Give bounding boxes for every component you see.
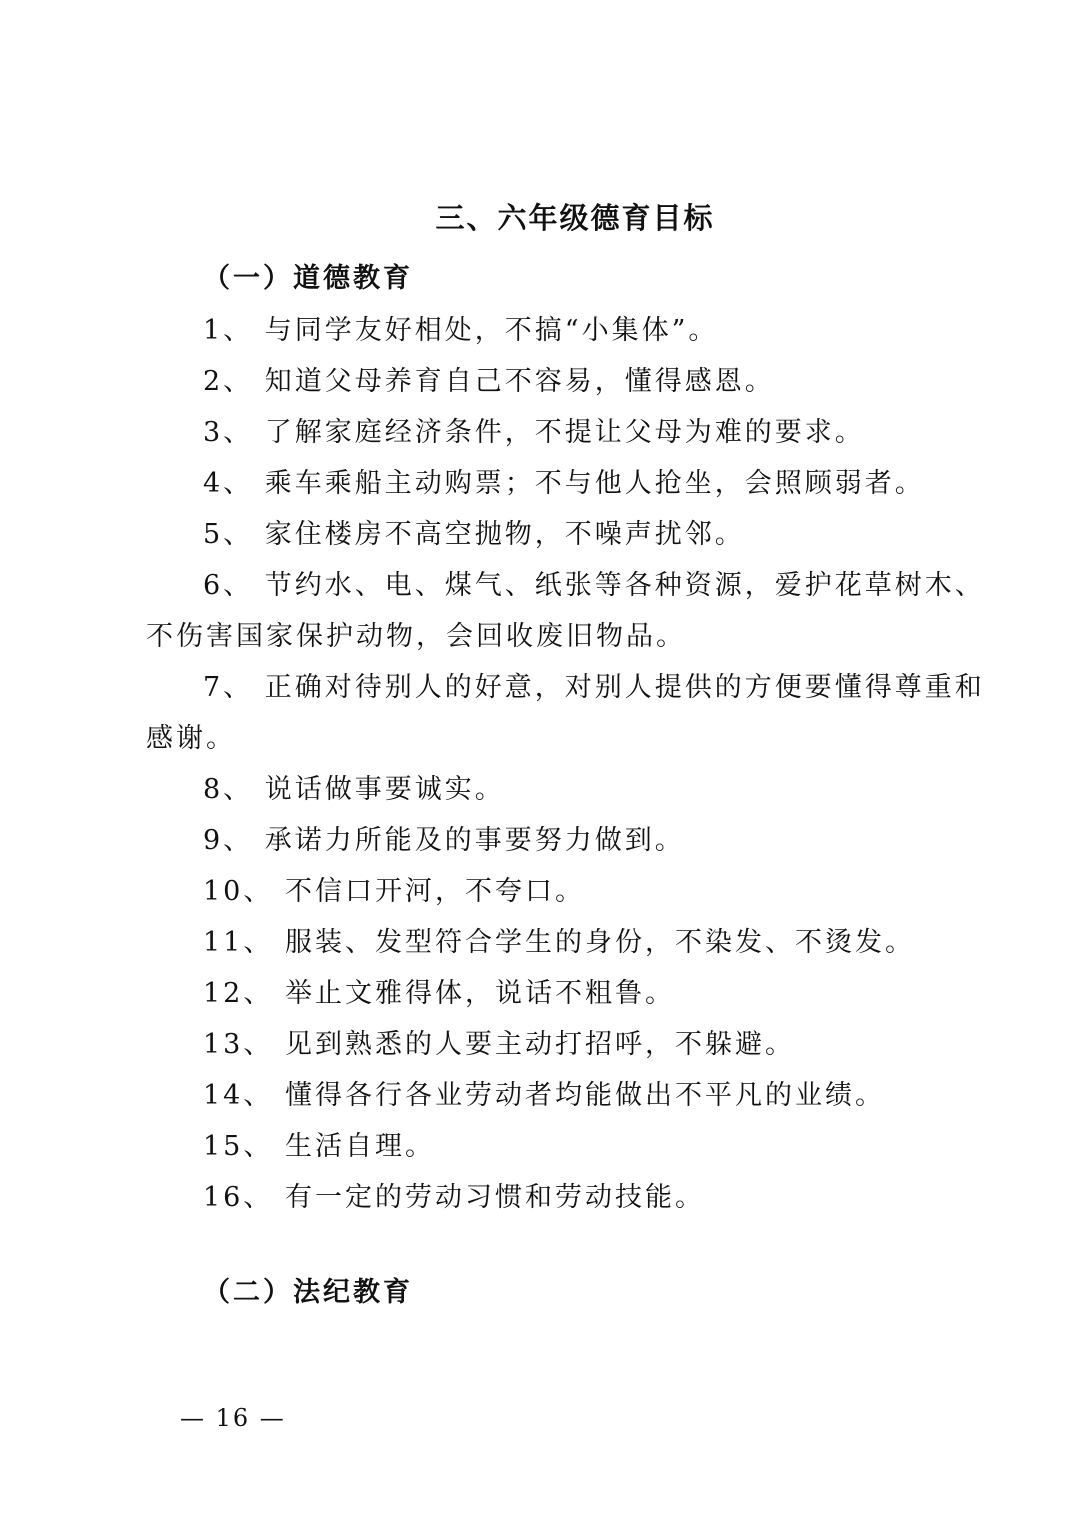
item-text: 与同学友好相处，不搞“小集体”。 <box>264 315 719 346</box>
item-text: 知道父母养育自己不容易，懂得感恩。 <box>264 366 775 397</box>
list-item <box>203 308 718 347</box>
item-number: 11、 <box>203 927 274 958</box>
item-text: 懂得各行各业劳动者均能做出不平凡的业绩。 <box>284 1080 885 1111</box>
list-item <box>203 512 745 551</box>
item-text: 家住楼房不高空抛物，不噪声扰邻。 <box>264 519 745 550</box>
item-text: 承诺力所能及的事要努力做到。 <box>264 825 685 856</box>
item-text: 节约水、电、煤气、纸张等各种资源，爱护花草树木、 <box>264 570 985 601</box>
item-text: 说话做事要诚实。 <box>264 774 505 805</box>
item-text: 正确对待别人的好意，对别人提供的方便要懂得尊重和 <box>264 672 985 703</box>
item-number: 8、 <box>203 774 254 805</box>
section-heading-law: （二）法纪教育 <box>203 1277 413 1308</box>
item-number: 1、 <box>203 315 254 346</box>
section-heading-moral: （一）道德教育 <box>203 263 413 294</box>
item-text: 乘车乘船主动购票；不与他人抢坐，会照顾弱者。 <box>264 468 925 499</box>
item-text: 服装、发型符合学生的身份，不染发、不烫发。 <box>284 927 915 958</box>
item-number: 16、 <box>203 1182 274 1213</box>
list-item <box>203 1124 435 1163</box>
item-number: 15、 <box>203 1131 274 1162</box>
list-item <box>203 869 585 908</box>
item-number: 5、 <box>203 519 254 550</box>
item-text: 见到熟悉的人要主动打招呼，不躲避。 <box>284 1029 795 1060</box>
item-number: 2、 <box>203 366 254 397</box>
list-item <box>203 665 985 704</box>
item-number: 6、 <box>203 570 254 601</box>
page-number: — 16 — <box>180 1404 286 1432</box>
item-number: 12、 <box>203 978 274 1009</box>
item-text: 不信口开河，不夸口。 <box>284 876 585 907</box>
list-item-continuation: 不伤害国家保护动物，会回收废旧物品。 <box>146 621 686 652</box>
item-number: 4、 <box>203 468 254 499</box>
list-item <box>203 563 985 602</box>
list-item <box>203 920 915 959</box>
list-item <box>203 767 505 806</box>
list-item <box>203 818 685 857</box>
list-item <box>203 359 775 398</box>
item-number: 10、 <box>203 876 274 907</box>
page-title: 三、六年级德育目标 <box>435 201 715 235</box>
item-text: 了解家庭经济条件，不提让父母为难的要求。 <box>264 417 865 448</box>
list-item <box>203 971 675 1010</box>
list-item <box>203 461 925 500</box>
item-text: 举止文雅得体，说话不粗鲁。 <box>284 978 675 1009</box>
list-item-continuation: 感谢。 <box>146 723 236 754</box>
list-item <box>203 1073 885 1112</box>
item-text: 生活自理。 <box>284 1131 435 1162</box>
item-number: 7、 <box>203 672 254 703</box>
item-number: 14、 <box>203 1080 274 1111</box>
list-item <box>203 1022 795 1061</box>
list-item <box>203 410 865 449</box>
item-number: 9、 <box>203 825 254 856</box>
list-item <box>203 1175 705 1214</box>
item-number: 13、 <box>203 1029 274 1060</box>
item-number: 3、 <box>203 417 254 448</box>
item-text: 有一定的劳动习惯和劳动技能。 <box>284 1182 705 1213</box>
